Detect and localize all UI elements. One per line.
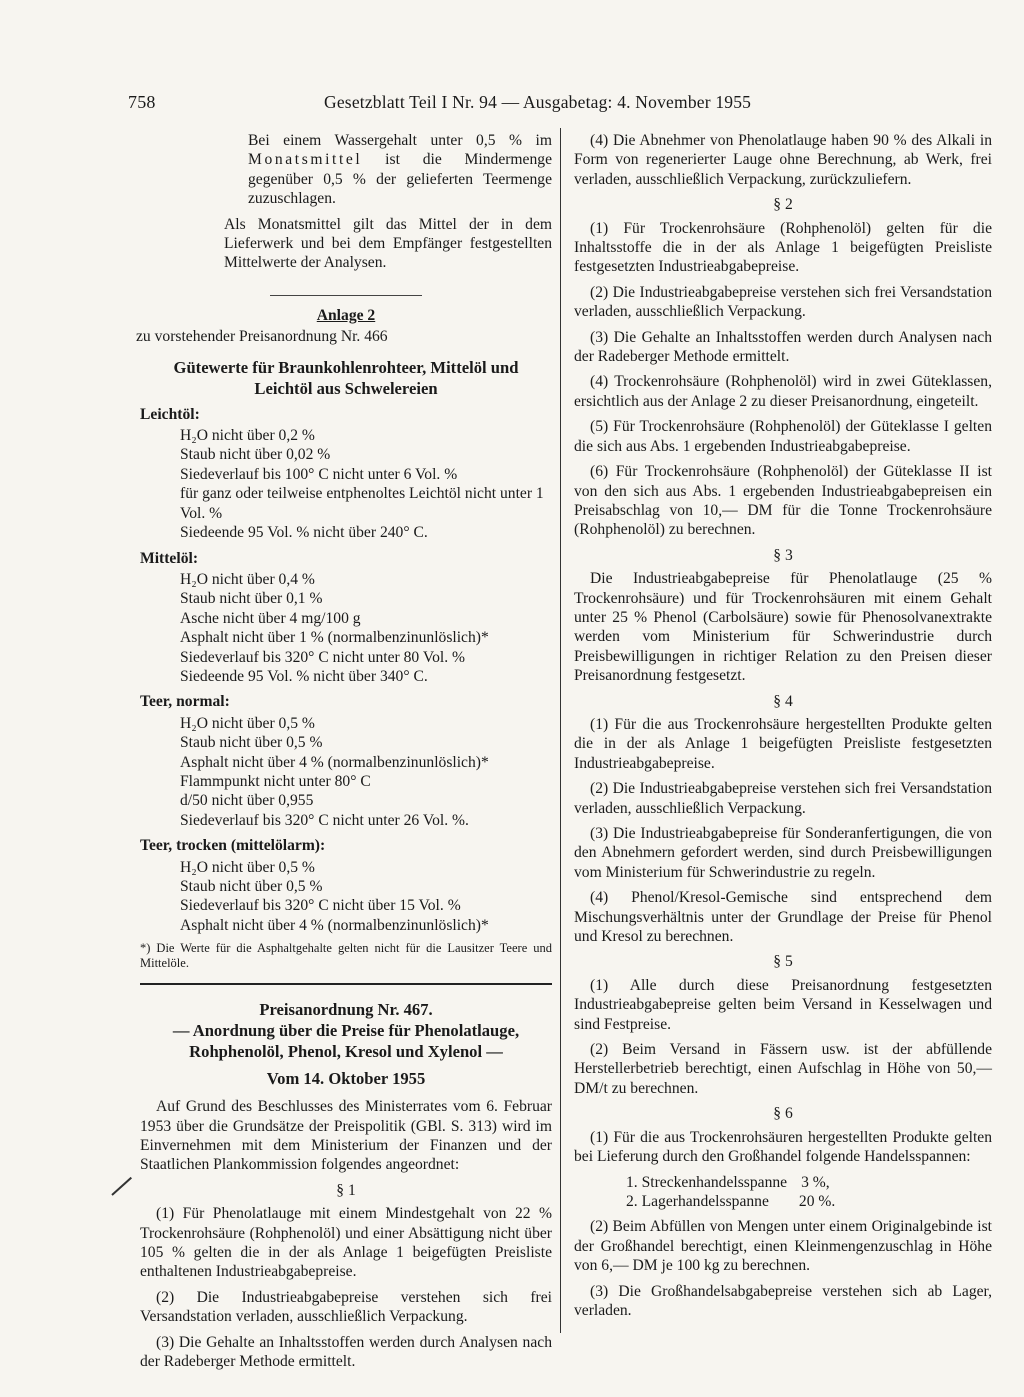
section-title: Teer, normal: [140, 693, 230, 711]
left-column [136, 131, 552, 1378]
list-item: 1. Streckenhandelsspanne 3 %, [626, 1173, 830, 1191]
list-item: Siedeverlauf bis 320° C nicht unter 80 Vol. % [180, 648, 466, 666]
list-item: H₂O nicht über 0,5 % [180, 714, 315, 732]
s1-para-1: (1) Für Phenolatlauge mit einem Mindestgehalt von 22 % Trockenrohsäure (Rohphenolöl) und einer Absättigung nicht über 105 % gelten die in der als Anlage 1 beigefügten Preisliste enthaltenen Industrieabgabepreise. [140, 1205, 552, 1281]
margin-pencil-mark [111, 1177, 132, 1196]
paragraph-sign-2: § 2 [773, 196, 793, 214]
s1-para-4: (4) Die Abnehmer von Phenolatlauge haben 90 % des Alkali in Form von regenerierter Lauge ohne Berechnung, ab Werk, frei verladen, ausschließlich Verpackung, zurückzuliefern. [574, 132, 992, 188]
gazette-title: Gesetzblatt Teil I Nr. 94 — Ausgabetag: 4. November 1955 [324, 92, 752, 112]
guete-heading: Gütewerte für Braunkohlenrohteer, Mittelöl und Leichtöl aus Schwelereien [173, 357, 519, 398]
list-item: Asphalt nicht über 4 % (normalbenzinunlöslich)* [180, 916, 489, 934]
emphasis-monatsmittel: Monatsmittel [248, 151, 363, 169]
paragraph-sign-6: § 6 [773, 1105, 793, 1123]
list-item: d/50 nicht über 0,955 [180, 792, 314, 810]
s2-para-2: (2) Die Industrieabgabepreise verstehen sich frei Versandstation verladen, ausschließlich Verpackung. [574, 283, 992, 321]
intro-block [140, 131, 552, 209]
list-item: H₂O nicht über 0,4 % [180, 570, 315, 588]
s2-para-1: (1) Für Trockenrohsäure (Rohphenolöl) gelten für die Inhaltsstoffe die in der als Anlage 1 beigefügten Preisliste festgesetzten Industrieabgabepreise. [574, 219, 992, 276]
section-items [180, 858, 552, 936]
list-item: für ganz oder teilweise entphenoltes Leichtöl nicht unter 1 Vol. % [180, 485, 544, 522]
intro-paragraph-2: Als Monatsmittel gilt das Mittel der in dem Lieferwerk und bei dem Empfänger festgestellten Mittelwerte der Analysen. [224, 215, 552, 272]
preisanordnung-title: Preisanordnung Nr. 467. [259, 1000, 433, 1020]
footnote: *) Die Werte für die Asphaltgehalte gelten nicht für die Lausitzer Teere und Mittelöle. [140, 941, 552, 971]
s1-para-2: (2) Die Industrieabgabepreise verstehen sich frei Versandstation verladen, ausschließlich Verpackung. [140, 1288, 552, 1326]
list-item: Asche nicht über 4 mg/100 g [180, 609, 361, 627]
s2-para-3: (3) Die Gehalte an Inhaltsstoffen werden durch Analysen nach der Radeberger Methode ermittelt. [574, 328, 992, 366]
anlage-title: Anlage 2 [316, 306, 376, 324]
preisanordnung-heading: — Anordnung über die Preise für Phenolatlauge, Rohphenolöl, Phenol, Kresol und Xylenol — [172, 1021, 520, 1062]
list-item: Siedeverlauf bis 100° C nicht unter 6 Vol. % [180, 465, 458, 483]
s6-para-3: (3) Die Großhandelsabgabepreise verstehen sich ab Lager, verladen. [574, 1282, 992, 1319]
section-items [180, 570, 552, 686]
s5-para-2: (2) Beim Versand in Fässern usw. ist der abfüllende Herstellerbetrieb berechtigt, einen Aufschlag in Höhe von 50,— DM/t zu berechnen. [574, 1041, 992, 1097]
section-title: Teer, trocken (mittelölarm): [140, 837, 326, 855]
section-items [180, 426, 552, 542]
s5-para-1: (1) Alle durch diese Preisanordnung festgesetzten Industrieabgabepreise gelten beim Versand in Kesselwagen und sind Festpreise. [574, 976, 992, 1033]
paragraph-sign-4: § 4 [773, 692, 793, 710]
s1-para-3: (3) Die Gehalte an Inhaltsstoffen werden durch Analysen nach der Radeberger Methode ermittelt. [140, 1333, 552, 1371]
list-item: 2. Lagerhandelsspanne 20 %. [626, 1192, 836, 1210]
anlage-subtitle: zu vorstehender Preisanordnung Nr. 466 [136, 328, 388, 346]
list-item: Staub nicht über 0,1 % [180, 590, 323, 608]
list-item: Flammpunkt nicht unter 80° C [180, 772, 371, 790]
list-item: H₂O nicht über 0,2 % [180, 427, 315, 445]
s6-para-2: (2) Beim Abfüllen von Mengen unter einem Originalgebinde ist der Großhandel berechtigt, einen Kleinmengenzuschlag in Höhe von 6,— DM je 100 kg zu berechnen. [574, 1218, 992, 1275]
column-divider [560, 128, 561, 1333]
list-item: Siedeverlauf bis 320° C nicht unter 26 Vol. %. [180, 811, 469, 829]
list-item: Staub nicht über 0,02 % [180, 446, 331, 464]
preisanordnung-date: Vom 14. Oktober 1955 [266, 1069, 426, 1089]
s4-para-3: (3) Die Industrieabgabepreise für Sonderanfertigungen, die von den Abnehmern gefordert werden, sind durch Preisbewilligungen vom Ministerium für Schwerindustrie zu regeln. [574, 825, 992, 881]
s4-para-2: (2) Die Industrieabgabepreise verstehen sich frei Versandstation verladen, ausschließlich Verpackung. [574, 780, 992, 817]
list-item: Staub nicht über 0,5 % [180, 878, 323, 895]
quality-sections [140, 405, 552, 936]
page-number: 758 [128, 92, 156, 112]
s4-para-4: (4) Phenol/Kresol-Gemische sind entsprechend dem Mischungsverhältnis unter der Grundlage der Preise für Phenol und Kresol zu berechnen. [574, 889, 992, 946]
section-title: Mittelöl: [140, 549, 199, 567]
divider-rule [140, 983, 552, 985]
right-column [574, 131, 992, 1326]
list-item: Siedeende 95 Vol. % nicht über 240° C. [180, 524, 428, 542]
section-items [180, 714, 552, 830]
preamble: Auf Grund des Beschlusses des Ministerrates vom 6. Februar 1953 über die Grundsätze der Preispolitik (GBl. S. 313) wird im Einvernehmen mit dem Ministerium der Finanzen und der Staatlichen Plankommission folgendes angeordnet: [140, 1098, 552, 1174]
list-item: Asphalt nicht über 1 % (normalbenzinunlöslich)* [180, 629, 489, 647]
section-title: Leichtöl: [140, 405, 200, 423]
section-rule [270, 295, 422, 296]
list-item: Staub nicht über 0,5 % [180, 734, 323, 752]
s6-para-1: (1) Für die aus Trockenrohsäuren hergestellten Produkte gelten bei Lieferung durch den Großhandel folgende Handelsspannen: [574, 1128, 992, 1166]
page-header [128, 92, 988, 120]
list-item: H₂O nicht über 0,5 % [180, 858, 315, 876]
s3-para-1: Die Industrieabgabepreise für Phenolatlauge (25 % Trockenrohsäure) und für Trockenrohsäuren mit einem Gehalt unter 25 % Phenol (Carbolsäure) sowie für Phenosolvanextrakte werden vom Ministerium für Schwerindustrie durch Preisbewilligungen in richtiger Relation zu den Preisen dieser Preisanordnung festgesetzt. [574, 570, 992, 685]
s2-para-5: (5) Für Trockenrohsäure (Rohphenolöl) der Güteklasse I gelten die sich aus Abs. 1 ergebenden Industrieabgabepreise. [574, 418, 992, 455]
paragraph-sign-5: § 5 [773, 953, 793, 971]
margin-list [626, 1173, 992, 1212]
s2-para-4: (4) Trockenrohsäure (Rohphenolöl) wird in zwei Güteklassen, ersichtlich aus der Anlage 2 zu dieser Preisanordnung, eingeteilt. [574, 373, 992, 410]
s4-para-1: (1) Für die aus Trockenrohsäure hergestellten Produkte gelten die in der als Anlage 1 beigefügten Preisliste festgesetzten Industrieabgabepreise. [574, 715, 992, 772]
list-item: Siedeverlauf bis 320° C nicht über 15 Vol. % [180, 897, 461, 915]
list-item: Siedeende 95 Vol. % nicht über 340° C. [180, 667, 428, 685]
s2-para-6: (6) Für Trockenrohsäure (Rohphenolöl) der Güteklasse II ist von den sich aus Abs. 1 ergebenden Industrieabgabepreisen ein Preisabschlag von 10,— DM für die Tonne Trockenrohsäure (Rohphenolöl) zu berechnen. [574, 463, 992, 539]
intro-paragraph-1: Bei einem Wassergehalt unter 0,5 % im Monatsmittel ist die Mindermenge gegenüber 0,5 % der gelieferten Teermenge zuzuschlagen. [248, 132, 552, 208]
list-item: Asphalt nicht über 4 % (normalbenzinunlöslich)* [180, 753, 489, 771]
paragraph-sign-3: § 3 [773, 546, 793, 564]
paragraph-sign-1: § 1 [336, 1181, 356, 1199]
